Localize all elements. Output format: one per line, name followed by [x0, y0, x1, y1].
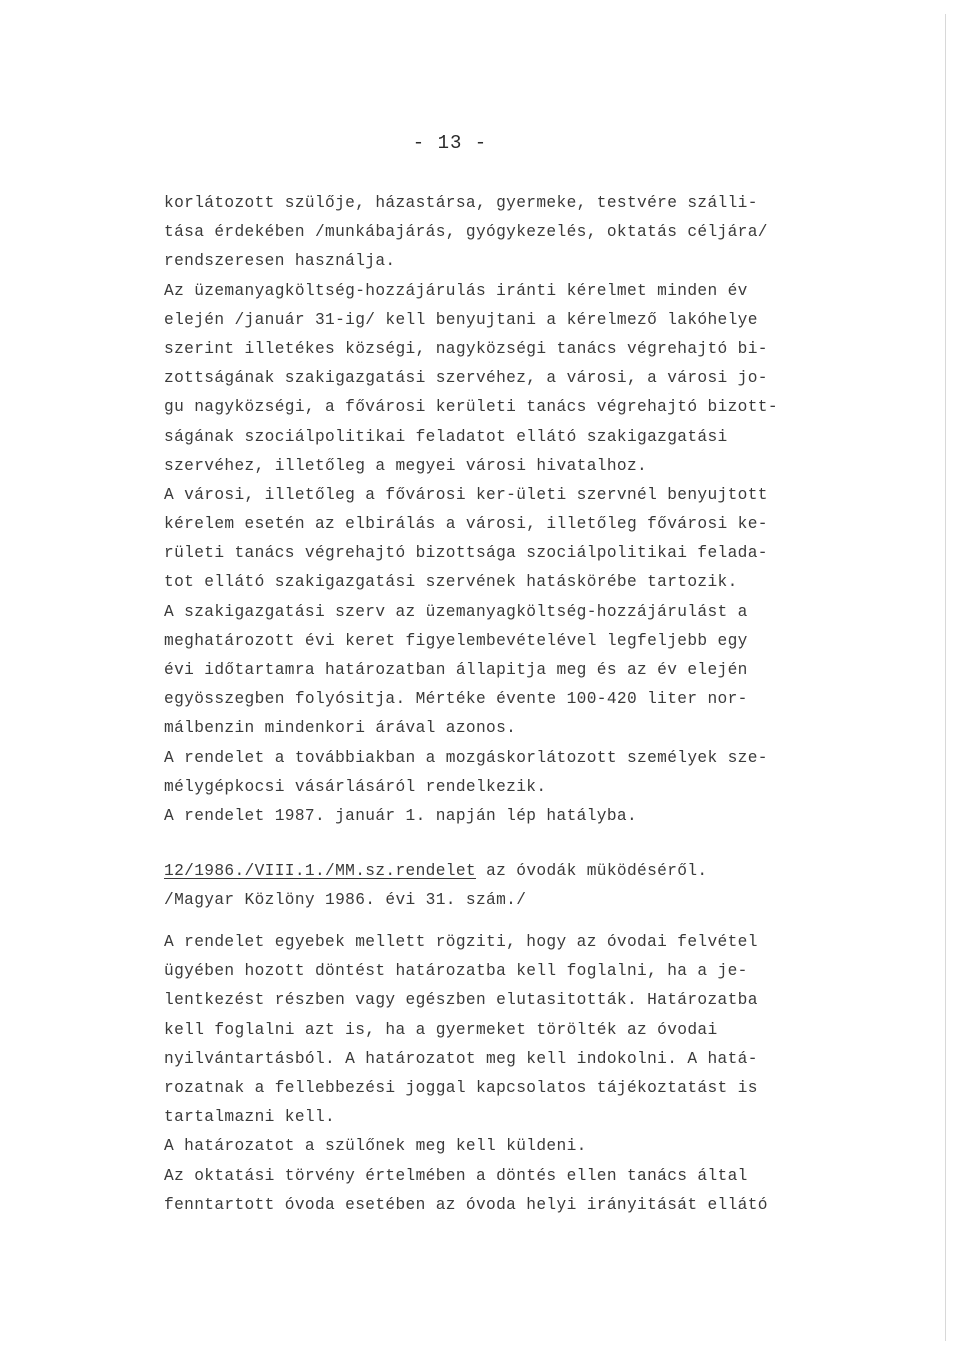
text-line: rületi tanács végrehajtó bizottsága szociálpolitikai felada- [164, 544, 768, 563]
text-line: rozatnak a fellebbezési joggal kapcsolatos tájékoztatást is [164, 1078, 758, 1097]
page-edge [945, 14, 946, 1341]
regulation-title-line [164, 857, 794, 886]
text-line: zottságának szakigazgatási szervéhez, a városi, a városi jo- [164, 369, 768, 388]
text-line: kell foglalni azt is, ha a gyermeket törölték az óvodai [164, 1020, 718, 1039]
text-line: korlátozott szülője, házastársa, gyermeke, testvére szálli- [164, 194, 758, 212]
text-line: tása érdekében /munkábajárás, gyógykezelés, oktatás céljára/ [164, 223, 768, 242]
text-line: szervéhez, illetőleg a megyei városi hivatalhoz. [164, 456, 648, 475]
text-line: málbenzin mindenkori árával azonos. [164, 719, 517, 738]
section-1-text [164, 189, 794, 831]
section-3-text [164, 928, 794, 1220]
text-line: meghatározott évi keret figyelembevételével legfeljebb egy [164, 631, 748, 650]
text-line: Az oktatási törvény értelmében a döntés ellen tanács által [164, 1166, 748, 1185]
text-line: elején /január 31-ig/ kell benyujtani a kérelmező lakóhelye [164, 310, 758, 329]
regulation-subject: az óvodák müködéséről. [476, 862, 708, 880]
text-line: szerint illetékes községi, nagyközségi tanács végrehajtó bi- [164, 339, 768, 358]
text-line: fenntartott óvoda esetében az óvoda helyi irányitását ellátó [164, 1195, 768, 1214]
text-line: A rendelet 1987. január 1. napján lép hatályba. [164, 806, 638, 825]
section-2-heading [164, 857, 794, 915]
text-line: kérelem esetén az elbirálás a városi, illetőleg fővárosi ke- [164, 515, 768, 534]
text-line: A városi, illetőleg a fővárosi ker-ületi szervnél benyujtott [164, 485, 768, 504]
text-line: egyösszegben folyósitja. Mértéke évente 100-420 liter nor- [164, 690, 748, 709]
text-line: évi időtartamra határozatban állapitja meg és az év elején [164, 661, 748, 679]
text-line: tartalmazni kell. [164, 1108, 336, 1127]
text-line: lentkezést részben vagy egészben elutasitották. Határozatba [164, 991, 758, 1010]
text-line: A határozatot a szülőnek meg kell küldeni. [164, 1137, 587, 1156]
regulation-reference: 12/1986./VIII.1./MM.sz.rendelet [164, 862, 476, 880]
regulation-source: /Magyar Közlöny 1986. évi 31. szám./ [164, 891, 527, 910]
text-line: rendszeresen használja. [164, 252, 396, 271]
text-line: ságának szociálpolitikai feladatot ellátó szakigazgatási [164, 427, 728, 446]
text-line: nyilvántartásból. A határozatot meg kell indokolni. A hatá- [164, 1049, 758, 1068]
text-line: mélygépkocsi vásárlásáról rendelkezik. [164, 777, 547, 796]
text-line: A rendelet a továbbiakban a mozgáskorlátozott személyek sze- [164, 748, 768, 767]
text-line: gu nagyközségi, a fővárosi kerületi tanács végrehajtó bizott- [164, 398, 778, 417]
text-line: Az üzemanyagköltség-hozzájárulás iránti kérelmet minden év [164, 281, 748, 300]
text-line: A szakigazgatási szerv az üzemanyagköltség-hozzájárulást a [164, 602, 748, 621]
text-line: A rendelet egyebek mellett rögziti, hogy az óvodai felvétel [164, 933, 758, 951]
text-line: tot ellátó szakigazgatási szervének hatáskörébe tartozik. [164, 573, 738, 592]
text-line: ügyében hozott döntést határozatba kell foglalni, ha a je- [164, 962, 748, 981]
page-number: - 13 - [412, 132, 488, 154]
